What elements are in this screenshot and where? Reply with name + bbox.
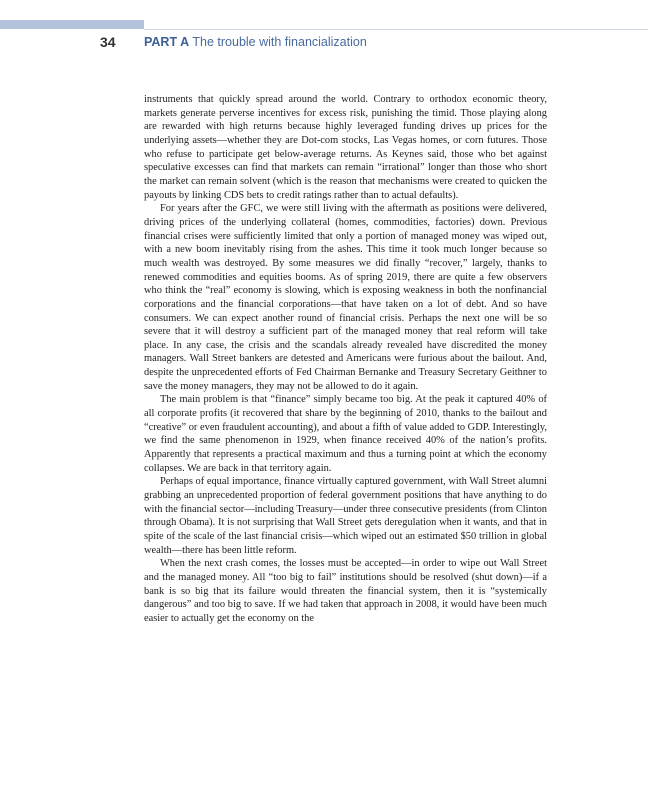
body-text xyxy=(144,93,547,626)
header-rule xyxy=(144,29,648,30)
paragraph-5: When the next crash comes, the losses must be accepted—in order to wipe out Wall Street and the managed money. All “too big to fail” institutions should be resolved (shut down)—if a bank is so big that its failure would threaten the financial system, then it is “systemically dangerous” and too big to save. If we had taken that approach in 2008, it would have been much easier to actually get the economy on the xyxy=(144,558,547,624)
paragraph-3: The main problem is that “finance” simply became too big. At the peak it captured 40% of all corporate profits (it recovered that share by the beginning of 2010, thanks to the bailout and “creative” or even fraudulent accounting), and about a fifth of value added to GDP. Interestingly, we find the same phenomenon in 1929, when finance received 40% of the nation’s profits. Apparently that represents a practical maximum and thus a turning point at which the economy collapses. We are back in that territory again. xyxy=(144,394,547,474)
part-title: The trouble with financialization xyxy=(192,35,367,49)
header-accent-bar xyxy=(0,20,144,29)
running-head xyxy=(144,35,367,49)
part-label: PART A xyxy=(144,35,190,49)
paragraph-4: Perhaps of equal importance, finance virtually captured government, with Wall Street alumni grabbing an unprecedented proportion of federal government positions that have anything to do with the financial sector—including Treasury—under three consecutive presidents (from Clinton through Obama). It is not surprising that Wall Street gets deregulation when it wants, and that in spite of the scale of the last financial crisis—which wiped out an estimated $50 trillion in global wealth—there has been little reform. xyxy=(144,476,547,556)
paragraph-2: For years after the GFC, we were still living with the aftermath as positions were delivered, driving prices of the underlying collateral (homes, commodities, factories) down. Previous financial crises were sufficiently limited that only a portion of managed money was wiped out, with a new boom inevitably rising from the ashes. This time it took much longer because so much wealth was destroyed. By some measures we did finally “recover,” largely, thanks to renewed commodities and equities booms. As of spring 2019, there are quite a few observers who think the “real” economy is slowing, which is exposing weakness in both the nonfinancial corporations and the financial corporations—that have taken on a lot of debt. And so have consumers. We can expect another round of financial crisis. Perhaps the next one will be so severe that it will destroy a sufficient part of the managed money that real reform will take place. In any case, the crisis and the scandals already revealed have discredited the money managers. Wall Street bankers are detested and Americans were furious about the bailout. And, despite the unprecedented efforts of Fed Chairman Bernanke and Treasury Secretary Geithner to save the money managers, they may not be allowed to do it again. xyxy=(144,203,547,392)
page-number: 34 xyxy=(100,34,116,50)
paragraph-1: instruments that quickly spread around the world. Contrary to orthodox economic theory, markets generate perverse incentives for excess risk, punishing the timid. Those playing along are rewarded with high returns because highly leveraged funding drives up prices for the underlying assets—whether they are Dot-com stocks, Las Vegas homes, or corn futures. Those who refuse to participate get below-average returns. As Keynes said, those who bet against speculative excesses can find that markets can remain “irrational” longer than those who short the market can remain solvent (which is the reason that mechanisms were created to quicken the payouts by linking CDS bets to credit ratings rather than to actual defaults). xyxy=(144,94,547,201)
